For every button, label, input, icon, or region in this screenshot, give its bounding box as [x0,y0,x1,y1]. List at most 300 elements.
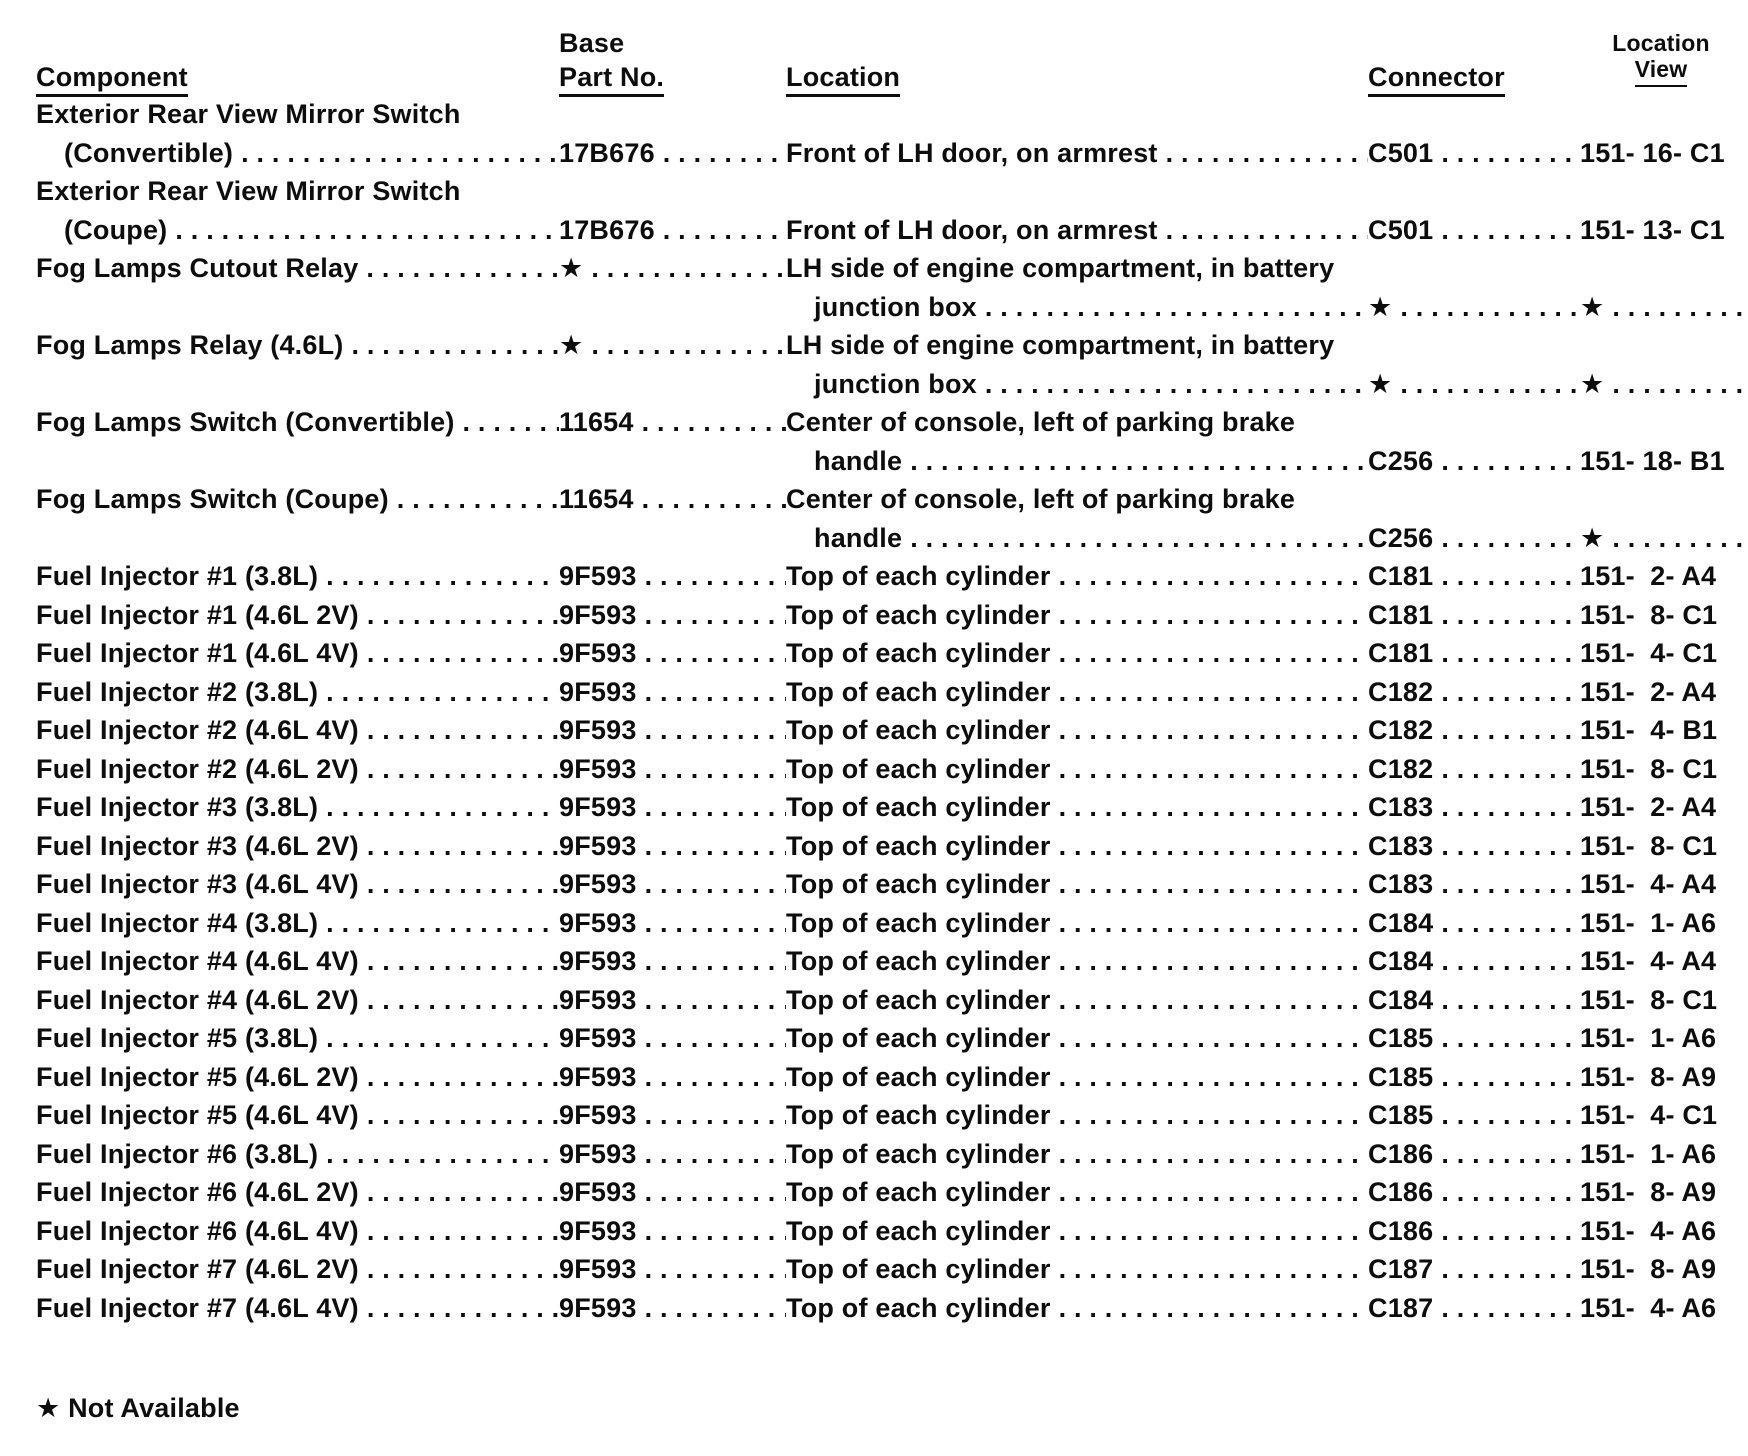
header-location-view [1580,30,1742,94]
cell-connector [1368,1289,1580,1328]
cell-component [36,1289,559,1328]
cell-location-view [1580,1096,1742,1135]
location-text: handle [814,522,903,553]
cell-connector [1368,442,1580,481]
dot-leader [637,1096,786,1135]
cell-base-part-no [559,827,786,866]
cell-location-view [1580,827,1742,866]
cell-connector [1368,904,1580,943]
location-text: junction box [814,291,977,322]
dot-leader [655,211,786,250]
dot-leader [1433,1212,1580,1251]
connector-text: C183 [1368,792,1434,822]
location-view-text: 151- 8- C1 [1580,599,1718,630]
dot-leader [1580,95,1742,134]
connector-text: C187 [1368,1254,1434,1284]
dot-leader [359,981,559,1020]
cell-location [786,480,1368,519]
header-location [786,60,1368,94]
location-text: Top of each cylinder [786,1254,1051,1284]
dot-leader [1717,711,1742,750]
component-text: Fuel Injector #2 (3.8L) [36,676,319,707]
dot-leader [1051,904,1368,943]
dot-leader [1433,1135,1580,1174]
dot-leader [637,827,786,866]
cell-location [786,1250,1368,1289]
dot-leader [1725,442,1742,481]
part-no-text: 9F593 [559,1254,637,1284]
location-text: Top of each cylinder [786,1100,1051,1130]
part-no-text: 9F593 [559,638,637,668]
dot-leader [1716,942,1742,981]
cell-location-view [1580,1135,1742,1174]
cell-connector [1368,1019,1580,1058]
dot-leader [359,1173,559,1212]
header-location-view-line1: Location [1612,30,1710,56]
location-view-text: 151- 8- C1 [1580,753,1718,784]
location-text: LH side of engine compartment, in battery [786,253,1335,283]
cell-component [36,172,559,211]
cell-base-part-no [559,1058,786,1097]
location-text: Top of each cylinder [786,1061,1051,1092]
dot-leader [637,557,786,596]
table-row [36,172,1742,211]
cell-connector [1368,519,1580,558]
location-text: Top of each cylinder [786,792,1051,822]
location-text: Top of each cylinder [786,907,1051,938]
cell-location [786,1135,1368,1174]
cell-component [36,1135,559,1174]
cell-base-part-no [559,557,786,596]
location-view-text: 151- 8- C1 [1580,830,1718,861]
dot-leader [1368,172,1580,211]
cell-connector [1368,403,1580,442]
table-row [36,95,1742,134]
location-view-text: 151- 4- B1 [1580,715,1718,745]
connector-text: C182 [1368,676,1434,707]
table-row [36,288,1742,327]
dot-leader [1433,904,1580,943]
cell-connector [1368,981,1580,1020]
cell-location [786,1289,1368,1328]
cell-component [36,750,559,789]
location-view-text: 151- 4- A4 [1580,946,1717,976]
dot-leader [559,442,786,481]
dot-leader [1051,1096,1368,1135]
cell-connector [1368,1096,1580,1135]
cell-location [786,1058,1368,1097]
dot-leader [359,750,559,789]
dot-leader [1334,326,1368,365]
header-base-label: Base [559,28,625,58]
cell-base-part-no [559,1250,786,1289]
table-row [36,249,1742,288]
cell-component [36,942,559,981]
dot-leader [637,1212,786,1251]
component-text: Fog Lamps Relay (4.6L) [36,330,344,360]
connector-text: C186 [1368,1138,1434,1169]
cell-location [786,326,1368,365]
part-no-text: 9F593 [559,753,637,784]
table-row [36,403,1742,442]
dot-leader [1433,865,1580,904]
component-text: Fog Lamps Cutout Relay [36,253,359,283]
dot-leader [637,1135,786,1174]
cell-connector [1368,750,1580,789]
location-view-text: 151- 1- A6 [1580,1023,1717,1053]
cell-base-part-no [559,673,786,712]
connector-text: C181 [1368,599,1434,630]
table-row [36,134,1742,173]
cell-connector [1368,827,1580,866]
cell-location [786,1019,1368,1058]
component-text: (Coupe) [64,214,168,245]
location-text: Center of console, left of parking brake [786,484,1296,514]
part-no-text: 9F593 [559,676,637,707]
dot-leader [1717,827,1742,866]
component-text: (Convertible) [64,137,234,168]
dot-leader [1716,865,1742,904]
dot-leader [233,134,559,173]
part-no-text: 11654 [559,407,634,437]
table-row [36,326,1742,365]
location-view-text: 151- 13- C1 [1580,214,1725,245]
dot-leader [1716,1212,1742,1251]
dot-leader [1051,1289,1368,1328]
dot-leader [902,519,1368,558]
cell-location [786,172,1368,211]
dot-leader [637,673,786,712]
cell-base-part-no [559,1019,786,1058]
cell-location [786,95,1368,134]
dot-leader [1716,788,1742,827]
dot-leader [637,750,786,789]
dot-leader [359,1096,559,1135]
cell-component [36,827,559,866]
cell-connector [1368,172,1580,211]
dot-leader [359,865,559,904]
cell-connector [1368,788,1580,827]
dot-leader [1051,1058,1368,1097]
connector-text: C256 [1368,522,1434,553]
location-text: Top of each cylinder [786,984,1051,1015]
part-no-text: 9F593 [559,561,637,591]
dot-leader [1051,1173,1368,1212]
connector-text: ★ [1368,291,1393,322]
cell-connector [1368,134,1580,173]
cell-location [786,365,1368,404]
cell-location-view [1580,172,1742,211]
component-text: Fuel Injector #3 (4.6L 4V) [36,869,359,899]
cell-connector [1368,1173,1580,1212]
cell-connector [1368,1058,1580,1097]
cell-connector [1368,480,1580,519]
cell-component [36,365,559,404]
dot-leader [358,249,559,288]
part-no-text: 9F593 [559,1292,637,1323]
cell-location [786,1173,1368,1212]
cell-component [36,1096,559,1135]
connector-text: C181 [1368,561,1434,591]
dot-leader [1716,1019,1742,1058]
dot-leader [1158,134,1368,173]
cell-component [36,480,559,519]
dot-leader [1051,1019,1368,1058]
location-view-text: 151- 2- A4 [1580,561,1717,591]
header-location-view-line2: View [1635,56,1688,87]
dot-leader [1368,249,1580,288]
cell-connector [1368,211,1580,250]
component-text: Fuel Injector #1 (3.8L) [36,561,319,591]
dot-leader [1716,1173,1742,1212]
dot-leader [1433,1250,1580,1289]
cell-connector [1368,673,1580,712]
cell-base-part-no [559,249,786,288]
connector-text: C187 [1368,1292,1434,1323]
cell-location-view [1580,981,1742,1020]
dot-leader [634,403,786,442]
dot-leader [343,326,559,365]
cell-location-view [1580,211,1742,250]
cell-component [36,711,559,750]
dot-leader [1433,1173,1580,1212]
location-view-text: ★ [1580,368,1605,399]
table-row [36,865,1742,904]
component-text: Fuel Injector #6 (4.6L 2V) [36,1177,359,1207]
cell-base-part-no [559,711,786,750]
dot-leader [786,172,1368,211]
dot-leader [1051,750,1368,789]
location-text: Top of each cylinder [786,946,1051,976]
cell-location [786,288,1368,327]
dot-leader [318,904,559,943]
table-row [36,1289,1742,1328]
dot-leader [1717,750,1742,789]
cell-component [36,634,559,673]
component-text: Fuel Injector #5 (3.8L) [36,1023,319,1053]
dot-leader [1433,750,1580,789]
cell-base-part-no [559,788,786,827]
cell-location-view [1580,519,1742,558]
component-text: Exterior Rear View Mirror Switch [36,99,461,129]
location-view-text: 151- 4- A6 [1580,1292,1717,1323]
table-row [36,1096,1742,1135]
location-view-text: 151- 16- C1 [1580,137,1725,168]
cell-location-view [1580,95,1742,134]
connector-text: C186 [1368,1215,1434,1246]
header-connector-label: Connector [1368,62,1505,97]
table-header [36,26,1742,94]
cell-connector [1368,942,1580,981]
cell-base-part-no [559,172,786,211]
location-text: Top of each cylinder [786,676,1051,707]
dot-leader [1580,249,1742,288]
cell-component [36,1212,559,1251]
cell-connector [1368,557,1580,596]
location-view-text: 151- 1- A6 [1580,907,1717,938]
dot-leader [1433,673,1580,712]
header-component-label: Component [36,62,188,97]
dot-leader [1717,596,1742,635]
component-text: Fuel Injector #6 (4.6L 4V) [36,1215,359,1246]
cell-location [786,673,1368,712]
dot-leader [1716,673,1742,712]
dot-leader [1725,211,1742,250]
cell-location [786,1096,1368,1135]
dot-leader [637,1173,786,1212]
dot-leader [637,942,786,981]
cell-component [36,904,559,943]
dot-leader [359,634,559,673]
cell-location-view [1580,1019,1742,1058]
part-no-text: 9F593 [559,830,637,861]
table-row [36,211,1742,250]
cell-location [786,827,1368,866]
connector-text: C183 [1368,869,1434,899]
component-text: Fuel Injector #3 (3.8L) [36,792,319,822]
component-text: Fuel Injector #5 (4.6L 4V) [36,1100,359,1130]
connector-text: C182 [1368,715,1434,745]
location-text: Top of each cylinder [786,1023,1051,1053]
dot-leader [1433,596,1580,635]
dot-leader [1580,172,1742,211]
location-text: Top of each cylinder [786,561,1051,591]
cell-location [786,403,1368,442]
connector-text: C185 [1368,1023,1434,1053]
cell-base-part-no [559,1289,786,1328]
dot-leader [1051,673,1368,712]
part-no-text: 9F593 [559,792,637,822]
table-row [36,750,1742,789]
component-text: Fog Lamps Switch (Coupe) [36,484,389,514]
cell-base-part-no [559,1212,786,1251]
cell-location [786,788,1368,827]
dot-leader [389,480,559,519]
table-row [36,904,1742,943]
dot-leader [637,711,786,750]
cell-connector [1368,1212,1580,1251]
dot-leader [359,1058,559,1097]
dot-leader [559,519,786,558]
location-text: junction box [814,368,977,399]
location-text: Top of each cylinder [786,1177,1051,1207]
dot-leader [1604,365,1742,404]
dot-leader [637,1250,786,1289]
connector-text: C256 [1368,445,1434,476]
cell-component [36,557,559,596]
cell-connector [1368,1135,1580,1174]
table-row [36,981,1742,1020]
table-row [36,1173,1742,1212]
dot-leader [1051,942,1368,981]
dot-leader [1716,1250,1742,1289]
dot-leader [559,95,786,134]
table-row [36,827,1742,866]
dot-leader [1295,403,1368,442]
part-no-text: 9F593 [559,1138,637,1169]
component-text: Fuel Injector #4 (4.6L 2V) [36,984,359,1015]
dot-leader [1433,557,1580,596]
cell-component [36,249,559,288]
location-view-text: 151- 1- A6 [1580,1138,1717,1169]
cell-location-view [1580,596,1742,635]
dot-leader [786,95,1368,134]
cell-base-part-no [559,519,786,558]
part-no-text: 9F593 [559,1023,637,1053]
cell-base-part-no [559,904,786,943]
cell-location-view [1580,557,1742,596]
cell-location-view [1580,480,1742,519]
location-text: Front of LH door, on armrest [786,214,1158,245]
dot-leader [461,95,559,134]
cell-location-view [1580,1289,1742,1328]
dot-leader [637,904,786,943]
cell-base-part-no [559,95,786,134]
location-view-text: 151- 4- A6 [1580,1215,1717,1246]
table-row [36,1135,1742,1174]
table-row [36,596,1742,635]
location-view-text: ★ [1580,522,1605,553]
dot-leader [1433,134,1580,173]
cell-location [786,1212,1368,1251]
cell-base-part-no [559,134,786,173]
location-view-text: ★ [1580,291,1605,322]
dot-leader [1433,211,1580,250]
connector-text: C182 [1368,753,1434,784]
dot-leader [1604,288,1742,327]
dot-leader [36,288,559,327]
cell-base-part-no [559,211,786,250]
cell-location [786,865,1368,904]
component-text: Fuel Injector #1 (4.6L 4V) [36,638,359,668]
cell-component [36,134,559,173]
cell-base-part-no [559,442,786,481]
connector-text: C185 [1368,1061,1434,1092]
dot-leader [637,981,786,1020]
table-row [36,1250,1742,1289]
dot-leader [36,442,559,481]
dot-leader [1580,326,1742,365]
dot-leader [1368,403,1580,442]
cell-base-part-no [559,1135,786,1174]
cell-base-part-no [559,750,786,789]
location-view-text: 151- 18- B1 [1580,445,1725,476]
cell-location [786,750,1368,789]
cell-component [36,1019,559,1058]
table-row [36,1212,1742,1251]
cell-connector [1368,95,1580,134]
cell-connector [1368,865,1580,904]
table-row [36,557,1742,596]
part-no-text: 9F593 [559,1177,637,1207]
cell-location-view [1580,365,1742,404]
cell-base-part-no [559,365,786,404]
dot-leader [1580,480,1742,519]
dot-leader [637,865,786,904]
dot-leader [1580,403,1742,442]
part-no-text: 9F593 [559,715,637,745]
connector-text: C501 [1368,214,1434,245]
cell-location-view [1580,249,1742,288]
cell-component [36,1058,559,1097]
dot-leader [359,711,559,750]
table-row [36,1058,1742,1097]
location-text: Top of each cylinder [786,599,1051,630]
cell-component [36,865,559,904]
dot-leader [36,365,559,404]
connector-text: C184 [1368,984,1434,1015]
cell-connector [1368,634,1580,673]
